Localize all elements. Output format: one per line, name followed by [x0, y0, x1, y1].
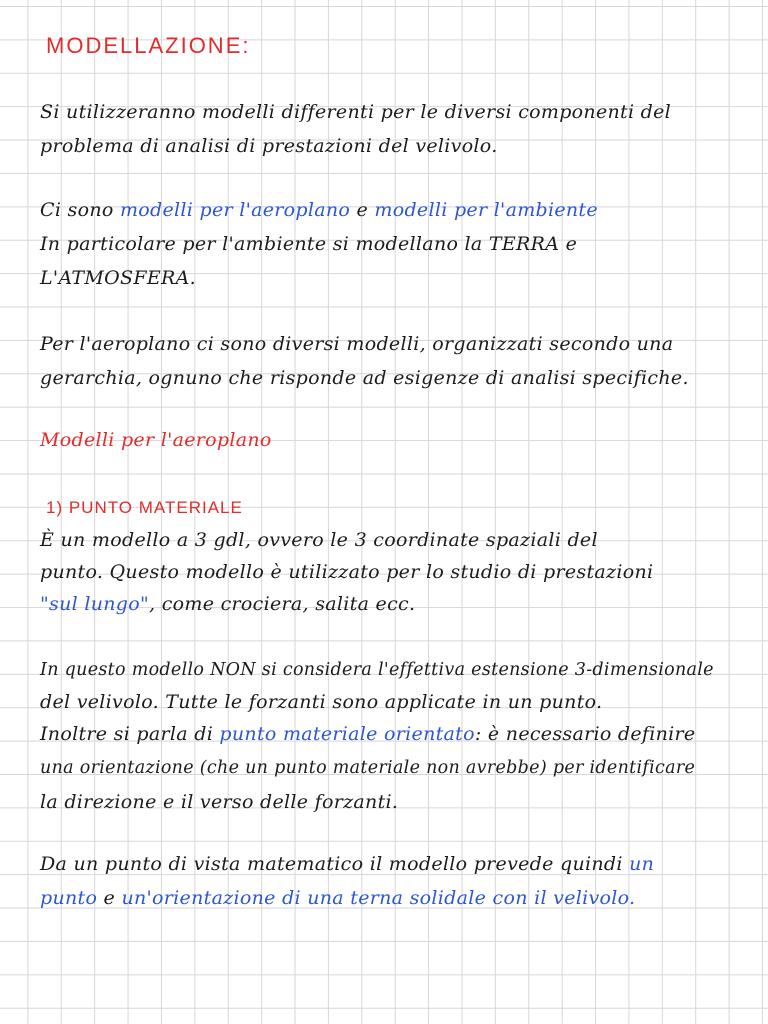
paragraph-5-line-3: [40, 722, 752, 746]
highlight-oriented-point: punto materiale orientato: [219, 723, 475, 745]
paragraph-1-line-1: Si utilizzeranno modelli differenti per le diversi componenti del: [40, 101, 672, 123]
paragraph-5-line-5: la direzione e il verso delle forzanti.: [40, 791, 399, 813]
paragraph-2-line-2: In particolare per l'ambiente si modellano la TERRA e: [40, 233, 578, 255]
text-segment: : è necessario definire: [474, 723, 696, 745]
text-segment: e: [97, 887, 122, 909]
highlight-airplane-models: modelli per l'aeroplano: [119, 199, 351, 221]
text-segment: Da un punto di vista matematico il modello prevede quindi: [40, 853, 630, 875]
paragraph-5-line-4: una orientazione (che un punto materiale non avrebbe) per identificare: [40, 758, 696, 778]
paragraph-2-line-3: L'ATMOSFERA.: [40, 267, 196, 289]
paragraph-4-line-1: È un modello a 3 gdl, ovvero le 3 coordinate spaziali del: [40, 529, 598, 551]
highlight-long-term: "sul lungo": [40, 593, 150, 615]
paragraph-2-line-1: [40, 198, 752, 222]
subsection-heading: 1) PUNTO MATERIALE: [46, 498, 243, 517]
paragraph-3-line-1: Per l'aeroplano ci sono diversi modelli, organizzati secondo una: [40, 333, 674, 355]
paragraph-4-line-2: punto. Questo modello è utilizzato per lo studio di prestazioni: [40, 561, 654, 583]
highlight-point: punto: [40, 887, 98, 909]
paragraph-6-line-1: [40, 852, 752, 876]
paragraph-5-line-1: In questo modello NON si considera l'effettiva estensione 3-dimensionale: [40, 660, 714, 680]
text-segment: e: [350, 199, 375, 221]
text-segment: Inoltre si parla di: [40, 723, 220, 745]
paragraph-5-line-2: del velivolo. Tutte le forzanti sono applicate in un punto.: [40, 691, 603, 713]
paragraph-1-line-2: problema di analisi di prestazioni del velivolo.: [40, 135, 498, 157]
page-title: MODELLAZIONE:: [46, 33, 251, 58]
paragraph-6-line-2: [40, 886, 752, 910]
paragraph-4-line-3: [40, 592, 752, 616]
highlight-environment-models: modelli per l'ambiente: [374, 199, 598, 221]
text-segment: Ci sono: [40, 199, 120, 221]
highlight-orientation: un'orientazione di una terna solidale con il velivolo.: [121, 887, 636, 909]
text-segment: , come crociera, salita ecc.: [149, 593, 416, 615]
paragraph-3-line-2: gerarchia, ognuno che risponde ad esigenze di analisi specifiche.: [40, 367, 689, 389]
section-heading: Modelli per l'aeroplano: [40, 429, 272, 451]
highlight-a: un: [629, 853, 655, 875]
